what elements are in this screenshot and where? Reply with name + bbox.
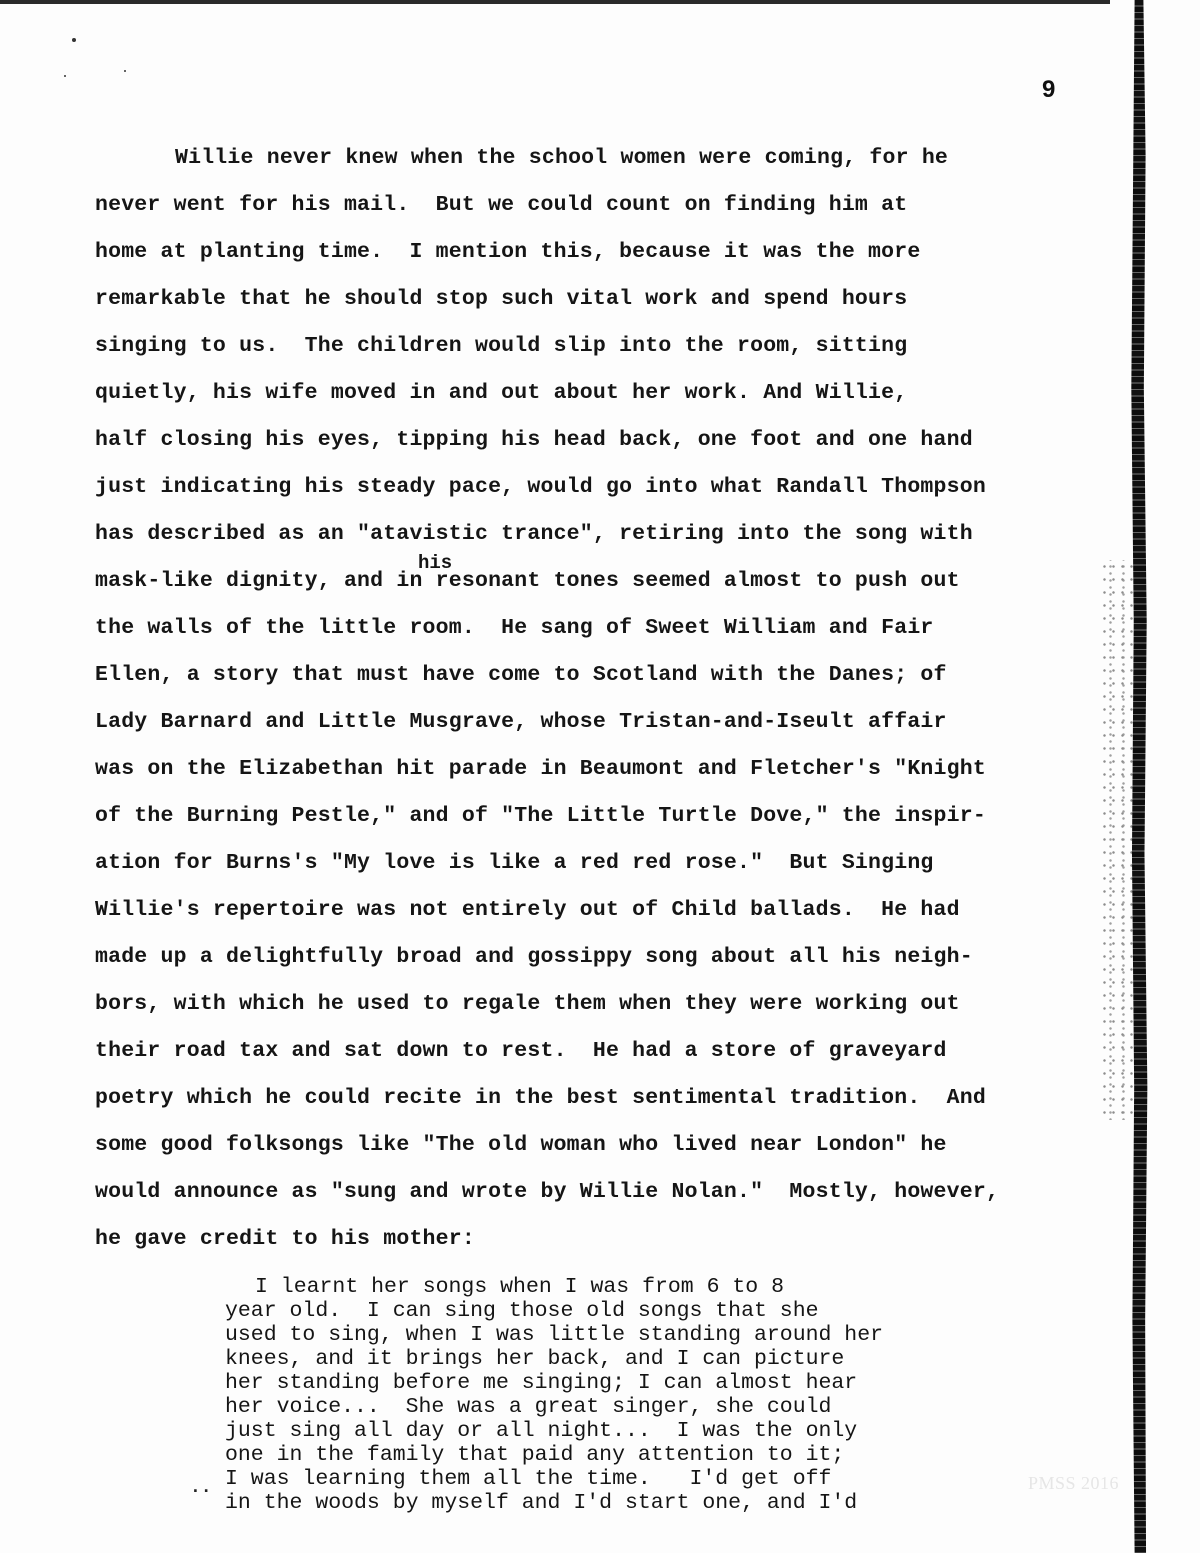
body-line: singing to us. The children would slip into the room, sitting: [95, 334, 908, 358]
quote-line: in the woods by myself and I'd start one, and I'd: [225, 1491, 858, 1515]
top-rule: [0, 0, 1110, 4]
body-line: Lady Barnard and Little Musgrave, whose Tristan-and-Iseult affair: [95, 710, 947, 734]
body-line: the walls of the little room. He sang of Sweet William and Fair: [95, 616, 934, 640]
body-line: mask-like dignity, and in resonant tones seemed almost to push out: [95, 569, 960, 593]
body-line: half closing his eyes, tipping his head back, one foot and one hand: [95, 428, 973, 452]
watermark: PMSS 2016: [1028, 1473, 1120, 1493]
body-line: bors, with which he used to regale them when they were working out: [95, 992, 960, 1016]
body-line: has described as an "atavistic trance", retiring into the song with: [95, 522, 973, 546]
body-line: Ellen, a story that must have come to Scotland with the Danes; of: [95, 663, 947, 687]
quote-line: just sing all day or all night... I was the only: [225, 1419, 858, 1443]
quote-line: I was learning them all the time. I'd get off: [225, 1467, 832, 1491]
speck: [72, 38, 76, 42]
quote-line: year old. I can sing those old songs that she: [225, 1299, 819, 1323]
body-line: quietly, his wife moved in and out about her work. And Willie,: [95, 381, 908, 405]
body-line: home at planting time. I mention this, because it was the more: [95, 240, 921, 264]
body-line: he gave credit to his mother:: [95, 1227, 475, 1251]
speck: [124, 70, 126, 72]
body-line: some good folksongs like "The old woman who lived near London" he: [95, 1133, 947, 1157]
body-line: remarkable that he should stop such vital work and spend hours: [95, 287, 908, 311]
body-line: would announce as "sung and wrote by Willie Nolan." Mostly, however,: [95, 1180, 1000, 1204]
body-line: made up a delightfully broad and gossippy song about all his neigh-: [95, 945, 973, 969]
quote-line: knees, and it brings her back, and I can picture: [225, 1347, 845, 1371]
body-line: ation for Burns's "My love is like a red red rose." But Singing: [95, 851, 934, 875]
margin-mark: ..: [190, 1478, 212, 1498]
body-line: Willie never knew when the school women were coming, for he: [175, 146, 949, 170]
quote-line: her voice... She was a great singer, she could: [225, 1395, 832, 1419]
quote-line: her standing before me singing; I can almost hear: [225, 1371, 858, 1395]
quote-line: I learnt her songs when I was from 6 to 8: [255, 1275, 784, 1299]
page-number: 9: [1042, 76, 1056, 103]
body-line: Willie's repertoire was not entirely out of Child ballads. He had: [95, 898, 960, 922]
quote-line: used to sing, when I was little standing around her: [225, 1323, 884, 1347]
speck: [64, 75, 66, 77]
body-line: was on the Elizabethan hit parade in Beaumont and Fletcher's "Knight: [95, 757, 986, 781]
body-line: their road tax and sat down to rest. He had a store of graveyard: [95, 1039, 947, 1063]
body-line: of the Burning Pestle," and of "The Little Turtle Dove," the inspir-: [95, 804, 986, 828]
body-line: poetry which he could recite in the best sentimental tradition. And: [95, 1086, 986, 1110]
quote-line: one in the family that paid any attention to it;: [225, 1443, 845, 1467]
body-line: just indicating his steady pace, would go into what Randall Thompson: [95, 475, 986, 499]
handwritten-insert: his: [418, 552, 453, 574]
body-line: never went for his mail. But we could count on finding him at: [95, 193, 908, 217]
